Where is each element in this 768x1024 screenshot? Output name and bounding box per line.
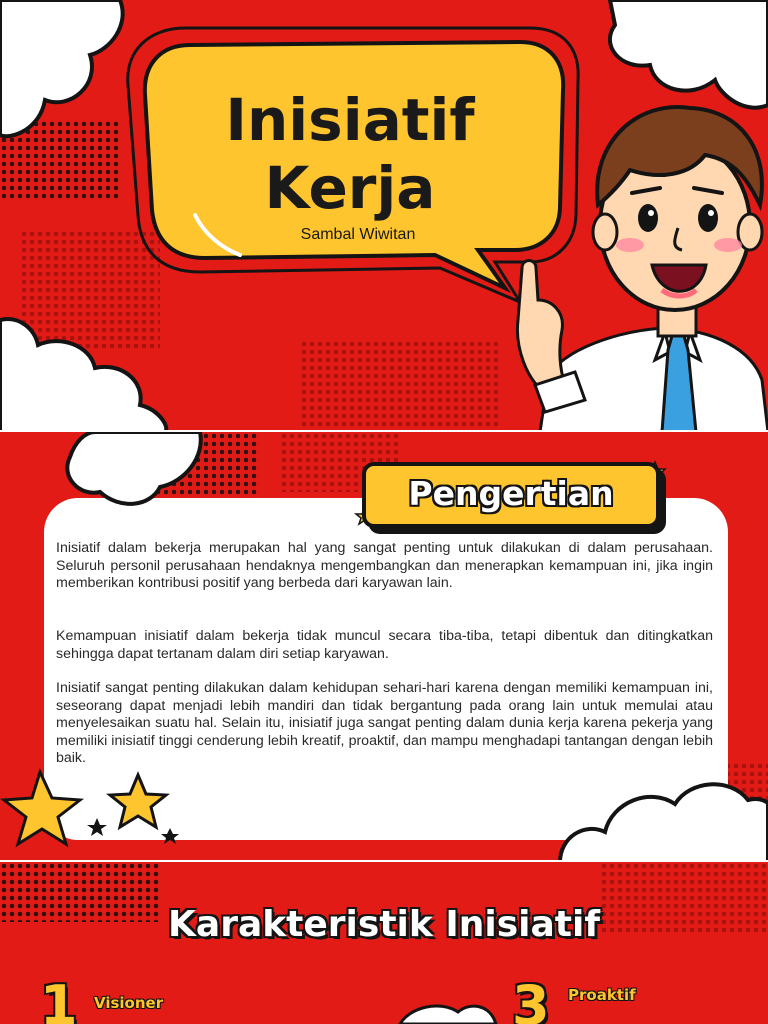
cloud-decoration [0,0,123,136]
characteristics-slide-art [0,862,768,1024]
section-heading: Pengertian [408,474,614,513]
small-star-icon [87,818,107,836]
paragraph: Inisiatif sangat penting dilakukan dalam kehidupan sehari-hari karena dengan memiliki kemampuan ini, seseorang dapat menjadi lebih mandiri dan tidak bergantung pada orang lain untuk memulai atau menyelesaikan suatu hal. Selain itu, inisiatif juga sangat penting dalam dunia kerja karena pekerja yang memiliki inisiatif tinggi cenderung lebih kreatif, proaktif, dan mampu menghadapi tantangan dengan lebih baik. [56,680,713,766]
slide-title [180,86,520,222]
section-heading-badge [362,462,660,528]
item-number: 3 [512,974,550,1024]
item-label: Visioner [94,994,164,1012]
paragraph: Inisiatif dalam bekerja merupakan hal yang sangat penting untuk dilakukan di dalam perusahaan. Seluruh personil perusahaan hendaknya mengembangkan dan menerapkan kemampuan ini, jika ingin memberikan kontribusi positif yang berbeda dari karyawan lain. [56,540,713,591]
star-icon [110,775,166,827]
small-star-icon [161,828,179,844]
characteristics-slide [0,862,768,1024]
slide-title: Karakteristik Inisiatif [168,904,600,945]
title-line-1: Inisiatif [225,86,475,154]
paragraph: Kemampuan inisiatif dalam bekerja tidak muncul secara tiba-tiba, tetapi dibentuk dan ditingkatkan sehingga dapat tertanam dalam diri setiap karyawan. [56,628,713,662]
title-line-2: Kerja [264,154,436,222]
slide-subtitle: Sambal Wiwitan [300,226,416,243]
item-number: 1 [40,974,78,1024]
cloud-decoration [0,319,166,432]
cloud-decoration [610,0,768,108]
cloud-decoration [560,784,768,862]
star-icon [4,772,80,844]
item-label: Proaktif [568,986,636,1004]
definition-slide [0,432,768,862]
cloud-decoration [67,432,200,504]
title-slide [0,0,768,432]
cloud-decoration [400,1006,496,1024]
